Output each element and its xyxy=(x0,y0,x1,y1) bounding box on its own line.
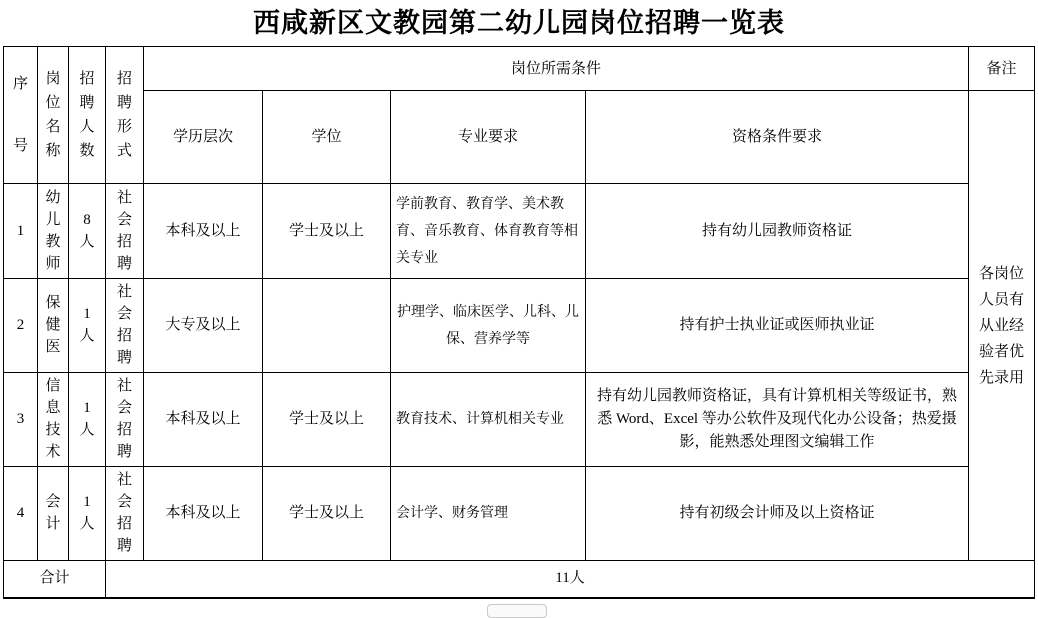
cell-form-text: 社会招聘 xyxy=(116,189,132,272)
cell-form-text: 社会招聘 xyxy=(116,378,132,460)
header-form-label: 招聘形式 xyxy=(116,71,132,159)
cell-education: 大专及以上 xyxy=(144,279,263,373)
cell-position xyxy=(38,467,69,561)
remark-note-cell xyxy=(969,91,1035,561)
cell-degree: 学士及以上 xyxy=(263,467,391,561)
cell-form xyxy=(106,467,144,561)
cell-major: 护理学、临床医学、儿科、儿保、营养学等 xyxy=(391,279,586,373)
header-form xyxy=(106,47,144,184)
cell-count xyxy=(69,279,106,373)
header-position-label: 岗位名称 xyxy=(45,71,61,159)
cell-position-text: 信息技术 xyxy=(45,378,61,460)
cell-qualification: 持有护士执业证或医师执业证 xyxy=(586,279,969,373)
cell-serial: 1 xyxy=(4,184,38,279)
cell-major: 会计学、财务管理 xyxy=(391,467,586,561)
cell-degree: 学士及以上 xyxy=(263,373,391,467)
cell-degree xyxy=(263,279,391,373)
recruitment-table xyxy=(3,46,1035,599)
cell-count xyxy=(69,184,106,279)
cell-form-text: 社会招聘 xyxy=(116,472,132,554)
header-degree: 学位 xyxy=(263,91,391,184)
cell-position-text: 幼儿教师 xyxy=(45,189,61,272)
cell-count-text: 8人 xyxy=(79,211,95,250)
table-row xyxy=(4,184,1035,279)
cell-qualification: 持有幼儿园教师资格证，具有计算机相关等级证书，熟悉 Word、Excel 等办公软件及现代化办公设备；热爱摄影，能熟悉处理图文编辑工作 xyxy=(586,373,969,467)
cell-count xyxy=(69,373,106,467)
cell-form xyxy=(106,279,144,373)
header-row-1 xyxy=(4,47,1035,91)
header-count-label: 招聘人数 xyxy=(79,71,95,159)
cutoff-element xyxy=(487,604,547,618)
total-value: 11人 xyxy=(106,561,1035,598)
cell-serial: 3 xyxy=(4,373,38,467)
cell-position xyxy=(38,373,69,467)
header-qualification: 资格条件要求 xyxy=(586,91,969,184)
cell-education: 本科及以上 xyxy=(144,184,263,279)
cell-major: 教育技术、计算机相关专业 xyxy=(391,373,586,467)
cell-count-text: 1人 xyxy=(79,494,95,532)
table-row xyxy=(4,467,1035,561)
cell-degree: 学士及以上 xyxy=(263,184,391,279)
cell-education: 本科及以上 xyxy=(144,373,263,467)
cell-count-text: 1人 xyxy=(79,400,95,438)
cell-form xyxy=(106,184,144,279)
header-education: 学历层次 xyxy=(144,91,263,184)
cell-form-text: 社会招聘 xyxy=(116,284,132,366)
header-serial xyxy=(4,47,38,184)
cell-serial: 2 xyxy=(4,279,38,373)
cell-position-text: 保健医 xyxy=(45,295,61,355)
header-count xyxy=(69,47,106,184)
table-row xyxy=(4,279,1035,373)
page-title: 西咸新区文教园第二幼儿园岗位招聘一览表 xyxy=(253,8,785,38)
header-remark: 备注 xyxy=(969,47,1035,91)
table-row xyxy=(4,373,1035,467)
cell-serial: 4 xyxy=(4,467,38,561)
cell-education: 本科及以上 xyxy=(144,467,263,561)
header-major: 专业要求 xyxy=(391,91,586,184)
total-label: 合计 xyxy=(4,561,106,598)
header-row-2 xyxy=(4,91,1035,184)
cell-count-text: 1人 xyxy=(79,306,95,344)
header-serial-label: 序号 xyxy=(12,76,28,154)
remark-note-text: 各岗位人员有从业经验者优先录用 xyxy=(979,265,1025,386)
cell-position-text: 会计 xyxy=(45,494,61,532)
total-row xyxy=(4,561,1035,598)
cell-count xyxy=(69,467,106,561)
cell-position xyxy=(38,184,69,279)
header-conditions-group: 岗位所需条件 xyxy=(144,47,969,91)
header-position xyxy=(38,47,69,184)
cell-major: 学前教育、教育学、美术教育、音乐教育、体育教育等相关专业 xyxy=(391,184,586,279)
cell-form xyxy=(106,373,144,467)
cell-qualification: 持有幼儿园教师资格证 xyxy=(586,184,969,279)
cell-qualification: 持有初级会计师及以上资格证 xyxy=(586,467,969,561)
cell-position xyxy=(38,279,69,373)
